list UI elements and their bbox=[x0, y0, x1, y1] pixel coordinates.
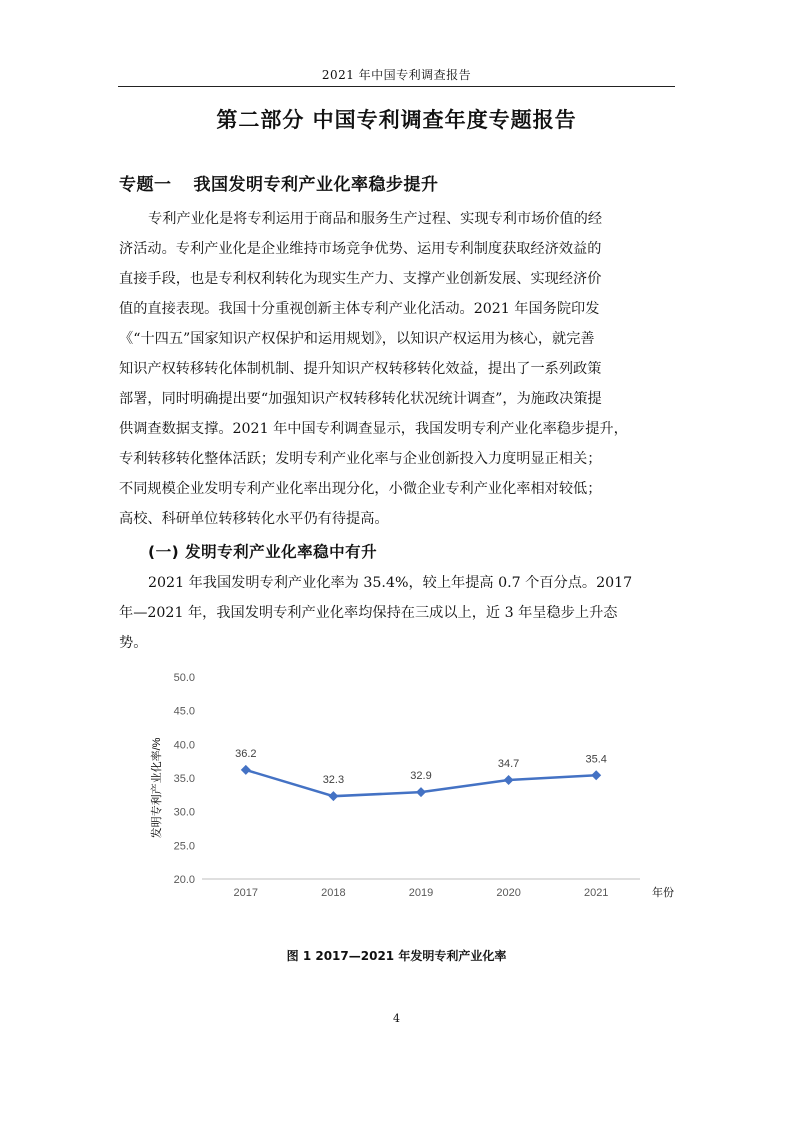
y-tick-label: 20.0 bbox=[173, 874, 195, 886]
text-line: 济活动。专利产业化是企业维持市场竞争优势、运用专利制度获取经济效益的 bbox=[119, 241, 602, 257]
y-tick-label: 25.0 bbox=[173, 840, 195, 853]
text-line: 供调查数据支撑。2021 年中国专利调查显示，我国发明专利产业化率稳步提升， bbox=[119, 421, 628, 437]
x-tick-label: 2017 bbox=[233, 887, 259, 899]
data-point-marker bbox=[416, 787, 426, 797]
data-label: 36.2 bbox=[235, 747, 257, 760]
x-tick-label: 2020 bbox=[496, 887, 521, 899]
running-header: 2021 年中国专利调查报告 bbox=[321, 68, 472, 82]
data-point-marker bbox=[328, 791, 338, 801]
data-label: 34.7 bbox=[497, 758, 520, 771]
text-line: 不同规模企业发明专利产业化率出现分化，小微企业专利产业化率相对较低； bbox=[119, 481, 602, 497]
x-tick-label: 2019 bbox=[408, 887, 434, 899]
paragraph-1 bbox=[119, 204, 679, 534]
y-tick-label: 45.0 bbox=[173, 705, 195, 718]
text-line: 部署，同时明确提出要“加强知识产权转移转化状况统计调查”，为施政决策提 bbox=[119, 391, 602, 407]
section-heading: (一) 发明专利产业化率稳中有升 bbox=[148, 543, 378, 561]
part-title: 第二部分 中国专利调查年度专题报告 bbox=[216, 108, 577, 132]
y-tick-label: 30.0 bbox=[173, 806, 195, 819]
text-line: 专利产业化是将专利运用于商品和服务生产过程、实现专利市场价值的经 bbox=[148, 211, 603, 227]
text-line: 势。 bbox=[119, 635, 148, 651]
data-label: 32.3 bbox=[322, 774, 345, 787]
text-line: 《“十四五”国家知识产权保护和运用规划》，以知识产权运用为核心，就完善 bbox=[119, 331, 595, 347]
page-number: 4 bbox=[393, 1012, 400, 1025]
line-chart bbox=[140, 660, 680, 910]
text-line: 直接手段，也是专利权利转化为现实生产力、支撑产业创新发展、实现经济价 bbox=[119, 271, 602, 287]
y-axis-label: 发明专利产业化率/% bbox=[151, 737, 163, 839]
chart-svg bbox=[140, 660, 680, 910]
text-line: 知识产权转移转化体制机制、提升知识产权转移转化效益，提出了一系列政策 bbox=[119, 361, 602, 377]
topic-label: 专题一 bbox=[119, 175, 172, 195]
text-line: 2021 年我国发明专利产业化率为 35.4%，较上年提高 0.7 个百分点。2017 bbox=[148, 575, 633, 591]
data-point-marker bbox=[241, 765, 251, 775]
y-tick-label: 50.0 bbox=[173, 672, 195, 684]
figure-caption: 图 1 2017—2021 年发明专利产业化率 bbox=[286, 949, 507, 963]
text-line: 值的直接表现。我国十分重视创新主体专利产业化活动。2021 年国务院印发 bbox=[119, 301, 600, 317]
x-tick-label: 2021 bbox=[583, 887, 609, 899]
y-tick-label: 40.0 bbox=[173, 739, 195, 752]
data-label: 35.4 bbox=[585, 753, 607, 766]
text-line: 专利转移转化整体活跃；发明专利产业化率与企业创新投入力度明显正相关； bbox=[119, 451, 602, 467]
x-tick-label: 2018 bbox=[321, 887, 346, 899]
y-tick-label: 35.0 bbox=[173, 773, 195, 785]
data-point-marker bbox=[591, 770, 601, 780]
topic-heading: 我国发明专利产业化率稳步提升 bbox=[193, 175, 439, 195]
data-point-marker bbox=[504, 775, 514, 785]
header-rule bbox=[118, 86, 675, 87]
x-axis-label: 年份 bbox=[652, 887, 674, 899]
topic-title bbox=[119, 170, 439, 195]
data-label: 32.9 bbox=[410, 770, 432, 783]
text-line: 高校、科研单位转移转化水平仍有待提高。 bbox=[119, 511, 389, 527]
paragraph-2 bbox=[119, 568, 679, 658]
text-line: 年—2021 年，我国发明专利产业化率均保持在三成以上，近 3 年呈稳步上升态 bbox=[119, 605, 618, 621]
